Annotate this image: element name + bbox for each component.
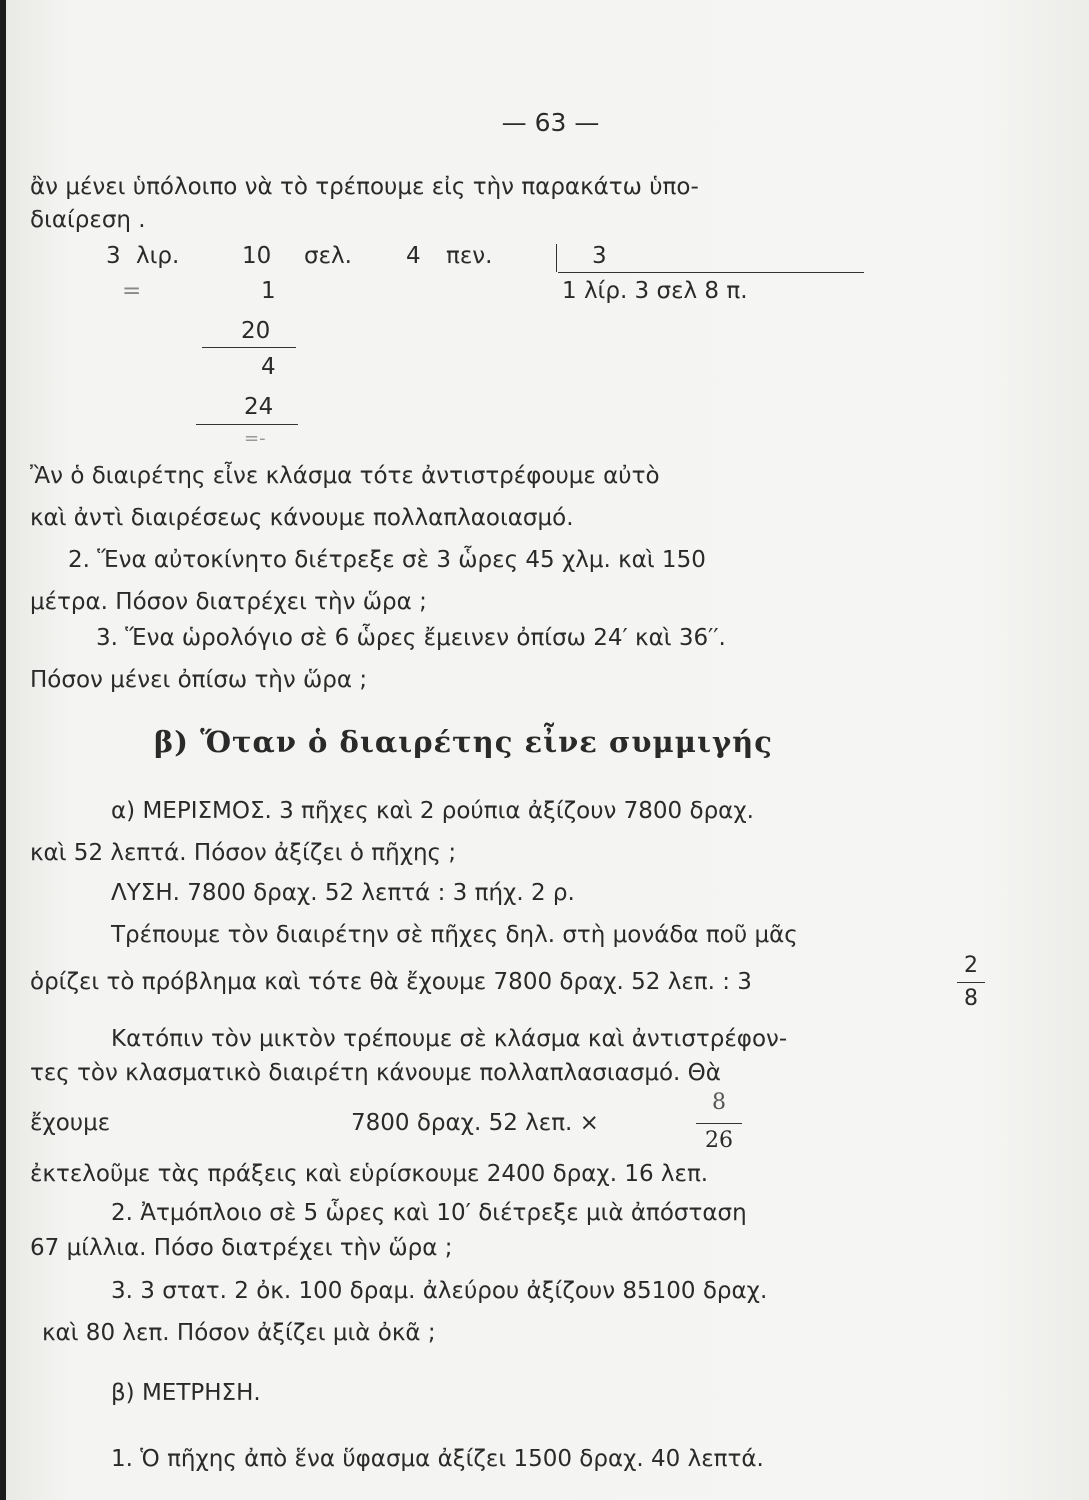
problem-2-line-1: 2. Ἕνα αὐτοκίνητο διέτρεξε σὲ 3 ὧρες 45 χλμ. καὶ 150 (68, 547, 706, 573)
merismos-line-1: α) ΜΕΡΙΣΜΟΣ. 3 πῆχες καὶ 2 ρούπια ἀξίζουν 7800 δραχ. (111, 798, 754, 824)
reciprocal-numerator: 8 (712, 1090, 726, 1115)
metrisi-title: β) ΜΕΤΡΗΣΗ. (111, 1380, 261, 1406)
problem-ship-line-1: 2. Ἀτμόπλοιο σὲ 5 ὧρες καὶ 10′ διέτρεξε μιὰ ἀπόσταση (111, 1200, 747, 1226)
rule-paragraph-line-1: Ἂν ὁ διαιρέτης εἶνε κλάσμα τότε ἀντιστρέφουμε αὐτὸ (30, 463, 660, 489)
division-bar-horizontal (558, 272, 864, 273)
work-total-pence: 24 (244, 394, 274, 420)
work-remainder: 1 (261, 278, 276, 304)
work-rule-2 (196, 424, 298, 425)
section-heading: β) Ὅταν ὁ διαιρέτης εἶνε συμμιγής (154, 725, 773, 759)
explanation-line-2: ὁρίζει τὸ πρόβλημα καὶ τότε θὰ ἔχουμε 7800 δραχ. 52 λεπ. : 3 (30, 969, 752, 995)
reciprocal-denominator: 26 (705, 1128, 733, 1153)
divisor: 3 (592, 243, 607, 269)
work-remainder-mark: = (122, 278, 142, 304)
mixed-fraction-denominator: 8 (964, 986, 978, 1011)
multiplication-expression: 7800 δραχ. 52 λεπ. × (351, 1110, 599, 1136)
metrisi-line-1: 1. Ὁ πῆχης ἀπὸ ἕνα ὕφασμα ἀξίζει 1500 δραχ. 40 λεπτά. (111, 1446, 764, 1472)
intro-line-1: ἂν μένει ὑπόλοιπο νὰ τὸ τρέπουμε εἰς τὴν παρακάτω ὑπο- (30, 174, 699, 200)
reciprocal-bar (696, 1123, 742, 1124)
rule-paragraph-line-2: καὶ ἀντὶ διαιρέσεως κάνουμε πολλαπλαοιασμό. (30, 505, 574, 531)
computation-result: ἐκτελοῦμε τὰς πράξεις καὶ εὑρίσκουμε 2400 δραχ. 16 λεπ. (30, 1161, 709, 1187)
dividend-sel-unit: σελ. (304, 243, 352, 269)
quotient: 1 λίρ. 3 σελ 8 π. (562, 278, 748, 304)
dividend-pen-value: 4 (406, 243, 421, 269)
dividend-lir-value: 3 (106, 243, 121, 269)
merismos-line-2: καὶ 52 λεπτά. Πόσον ἀξίζει ὁ πῆχης ; (30, 840, 457, 866)
problem-3-line-1: 3. Ἕνα ὡρολόγιο σὲ 6 ὧρες ἔμεινεν ὀπίσω 24′ καὶ 36′′. (96, 625, 726, 651)
problem-2-line-2: μέτρα. Πόσον διατρέχει τὴν ὥρα ; (30, 589, 427, 615)
mixed-fraction-bar (957, 982, 985, 983)
result-lead: ἔχουμε (30, 1110, 111, 1136)
problem-3-line-2: Πόσον μένει ὀπίσω τὴν ὥρα ; (30, 667, 368, 693)
work-final-mark: =- (244, 428, 266, 449)
procedure-line-2: τες τὸν κλασματικὸ διαιρέτη κάνουμε πολλαπλασιασμό. Θὰ (30, 1060, 721, 1086)
problem-flour-line-1: 3. 3 στατ. 2 ὀκ. 100 δραμ. ἀλεύρου ἀξίζουν 85100 δραχ. (111, 1278, 768, 1304)
explanation-line-1: Τρέπουμε τὸν διαιρέτην σὲ πῆχες δηλ. στὴ μονάδα ποῦ μᾶς (111, 922, 798, 948)
procedure-line-1: Κατόπιν τὸν μικτὸν τρέπουμε σὲ κλάσμα καὶ ἀντιστρέφον- (111, 1026, 788, 1052)
division-bar-vertical (556, 244, 557, 272)
mixed-fraction-numerator: 2 (964, 953, 978, 978)
dividend-sel-value: 10 (242, 243, 272, 269)
problem-flour-line-2: καὶ 80 λεπ. Πόσον ἀξίζει μιὰ ὀκᾶ ; (42, 1320, 436, 1346)
solution-line: ΛΥΣΗ. 7800 δραχ. 52 λεπτά : 3 πήχ. 2 ρ. (111, 880, 575, 906)
intro-line-2: διαίρεση . (30, 207, 146, 233)
problem-ship-line-2: 67 μίλλια. Πόσο διατρέχει τὴν ὥρα ; (30, 1235, 453, 1261)
work-rule-1 (202, 347, 296, 348)
dividend-pen-unit: πεν. (446, 243, 493, 269)
work-add-pence: 4 (261, 354, 276, 380)
work-shillings-conversion: 20 (241, 318, 271, 344)
page-number: — 63 — (501, 108, 600, 137)
dividend-lir-unit: λιρ. (136, 243, 180, 269)
